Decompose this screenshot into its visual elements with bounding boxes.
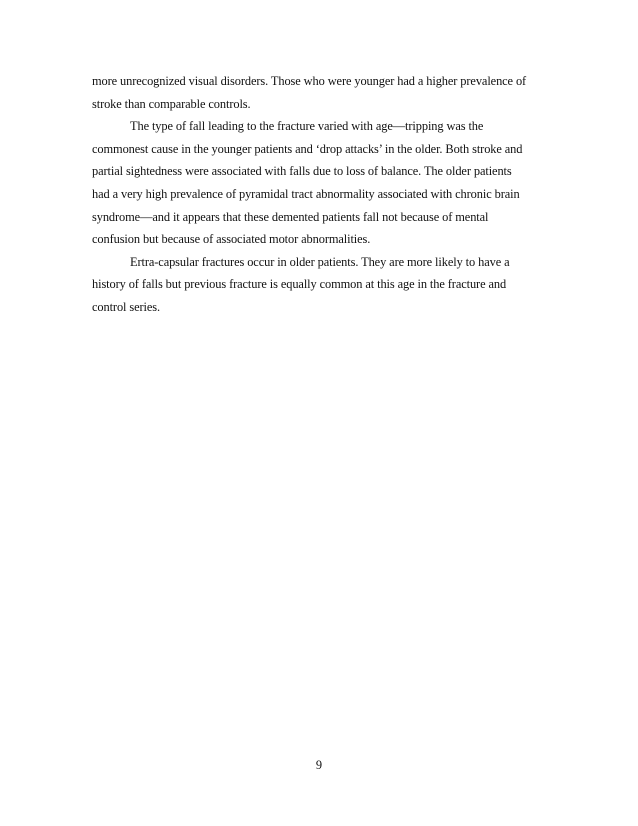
text-line: had a very high prevalence of pyramidal tract abnormality associated with chronic brain [92, 186, 520, 201]
text-line: stroke than comparable controls. [92, 96, 251, 111]
page-number: 9 [315, 758, 323, 772]
body-text [92, 70, 562, 319]
text-line: syndrome—and it appears that these demented patients fall not because of mental [92, 209, 489, 224]
text-line: commonest cause in the younger patients and ‘drop attacks’ in the older. Both stroke and [92, 141, 523, 156]
text-line: more unrecognized visual disorders. Those who were younger had a higher prevalence of [92, 74, 527, 88]
text-line: history of falls but previous fracture is equally common at this age in the fracture and [92, 277, 507, 292]
text-line: confusion but because of associated motor abnormalities. [92, 232, 371, 247]
text-line: Ertra-capsular fractures occur in older patients. They are more likely to have a [130, 254, 510, 269]
text-line: The type of fall leading to the fracture varied with age—tripping was the [130, 119, 484, 134]
text-line: control series. [92, 299, 161, 314]
text-line: partial sightedness were associated with falls due to loss of balance. The older patients [92, 164, 512, 179]
